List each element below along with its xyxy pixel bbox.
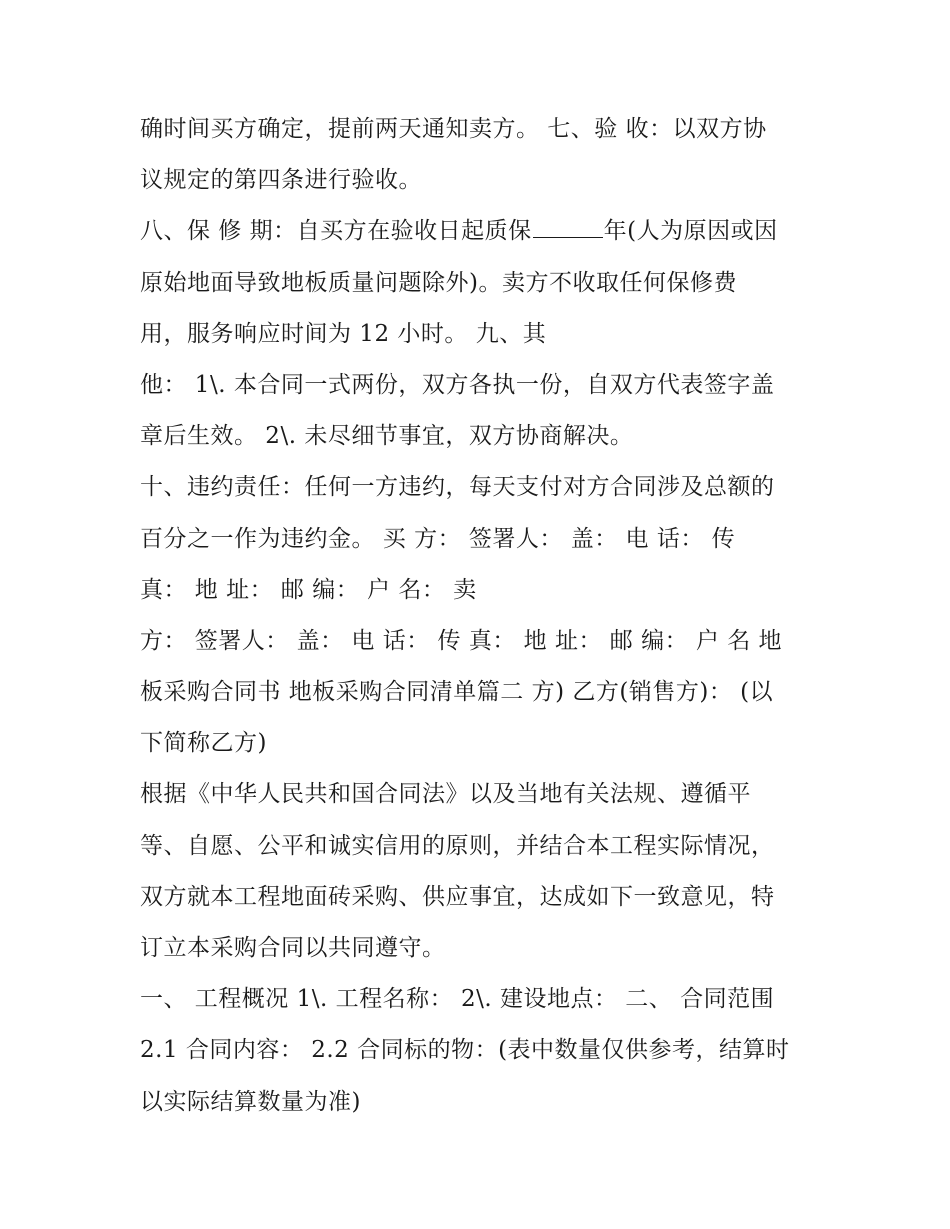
text-line: 他： 1\. 本合同一式两份，双方各执一份，自双方代表签字盖	[140, 371, 775, 398]
text-line: 2.1 合同内容： 2.2 合同标的物：(表中数量仅供参考，结算时	[140, 1037, 790, 1064]
text-line: 确时间买方确定，提前两天通知卖方。 七、验 收：以双方协	[140, 116, 767, 142]
text-line: 十、违约责任：任何一方违约，每天支付对方合同涉及总额的	[140, 474, 775, 501]
text-line: 板采购合同书 地板采购合同清单篇二 方) 乙方(销售方)： (以	[140, 679, 774, 706]
text-line-warranty	[140, 206, 820, 257]
text-line: 一、 工程概况 1\. 工程名称： 2\. 建设地点： 二、 合同范围	[140, 986, 775, 1013]
warranty-text-after: 年(人为原因或因	[603, 218, 778, 245]
text-line: 用，服务响应时间为 12 小时。 九、其	[140, 320, 547, 347]
text-line: 议规定的第四条进行验收。	[140, 167, 422, 194]
text-line: 订立本采购合同以共同遵守。	[140, 935, 446, 961]
text-line: 真： 地 址： 邮 编： 户 名： 卖	[140, 576, 477, 603]
text-line: 以实际结算数量为准)	[140, 1088, 361, 1115]
text-line: 章后生效。 2\. 未尽细节事宜，双方协商解决。	[140, 423, 634, 450]
text-line: 百分之一作为违约金。 买 方： 签署人： 盖： 电 话： 传	[140, 525, 736, 552]
text-line: 根据《中华人民共和国合同法》以及当地有关法规、遵循平	[140, 781, 751, 808]
warranty-years-blank	[533, 213, 603, 238]
text-line: 双方就本工程地面砖采购、供应事宜，达成如下一致意见，特	[140, 883, 775, 910]
warranty-text-before: 八、保 修 期：自买方在验收日起质保	[140, 218, 532, 245]
document-body	[140, 104, 820, 1128]
text-line: 等、自愿、公平和诚实信用的原则，并结合本工程实际情况，	[140, 832, 775, 859]
text-line: 原始地面导致地板质量问题除外)。卖方不收取任何保修费	[140, 269, 737, 296]
text-line: 方： 签署人： 盖： 电 话： 传 真： 地 址： 邮 编： 户 名 地	[140, 627, 783, 654]
text-line: 下简称乙方)	[140, 730, 267, 757]
